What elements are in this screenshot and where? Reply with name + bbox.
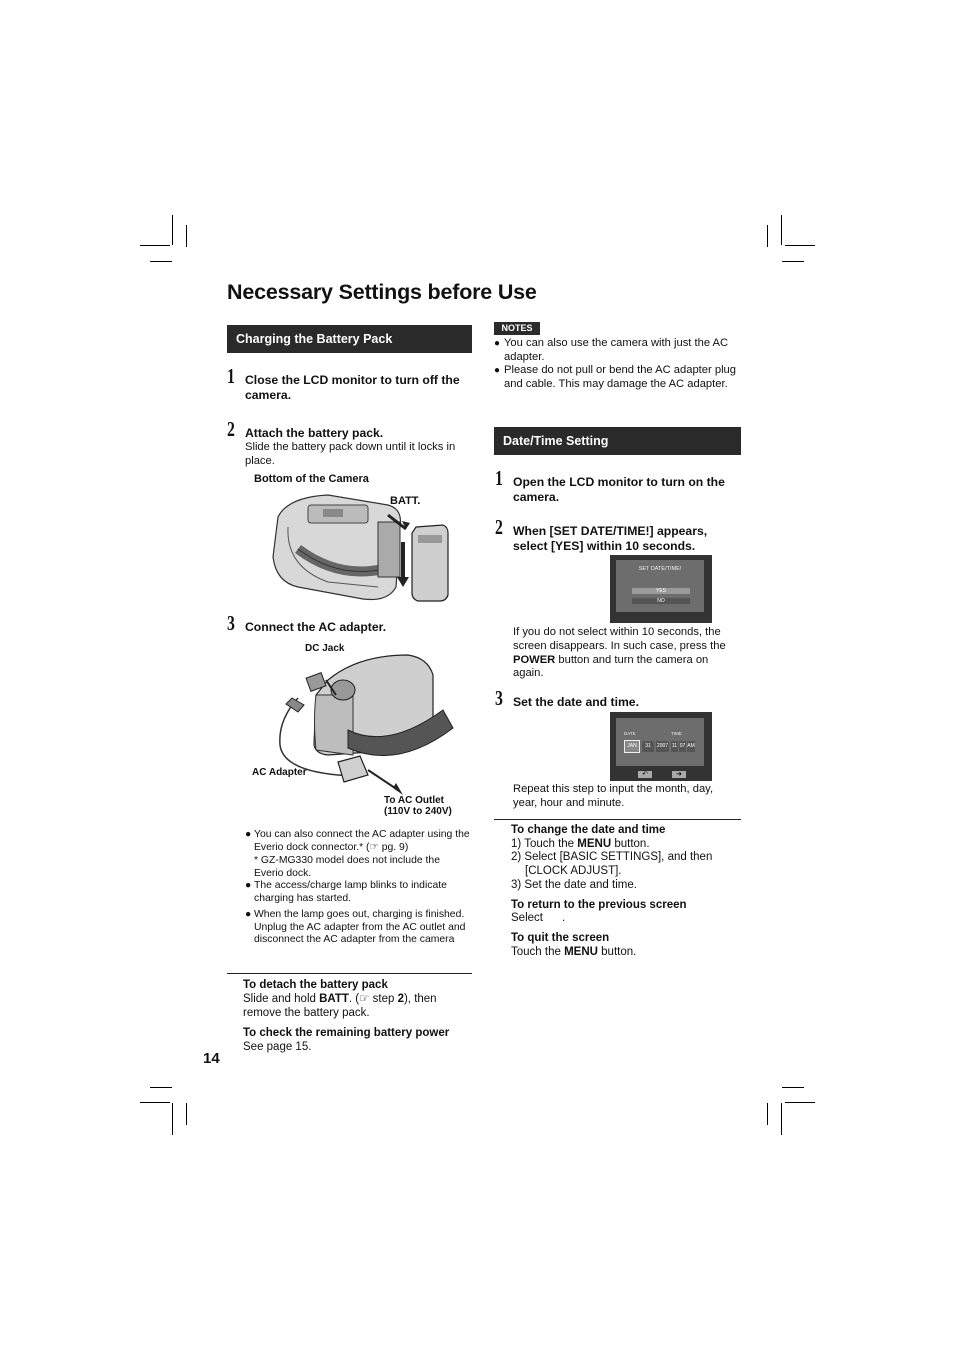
- lcd-yes-button[interactable]: YES: [632, 588, 690, 594]
- return-body: Select: [511, 912, 543, 924]
- lcd-title: SET DATE/TIME!: [638, 566, 682, 572]
- return-heading: To return to the previous screen: [511, 899, 687, 911]
- crop-mark: [767, 1103, 768, 1125]
- notes-label: NOTES: [494, 322, 540, 335]
- section-title-charging: Charging the Battery Pack: [227, 325, 472, 353]
- dc-jack-label: DC Jack: [305, 643, 345, 654]
- detach-body: Slide and hold BATT. (☞ step 2), then remove the battery pack.: [243, 993, 437, 1019]
- date-label: DATE: [624, 731, 636, 736]
- ac-adapter-illustration: [268, 650, 463, 800]
- divider: [227, 973, 472, 974]
- crop-mark: [781, 215, 782, 245]
- change-line-1: 1) Touch the MENU button.: [511, 838, 650, 850]
- section-title-datetime: Date/Time Setting: [494, 427, 741, 455]
- crop-mark: [782, 261, 804, 262]
- step-number: 1: [227, 364, 235, 388]
- step-body: Slide the battery pack down until it locks in place.: [245, 441, 456, 467]
- lcd-screen-date-time: [610, 712, 712, 781]
- step-number: 3: [227, 611, 235, 635]
- crop-mark: [767, 225, 768, 247]
- note-text: Please do not pull or bend the AC adapter plug and cable. This may damage the AC adapter.: [504, 364, 736, 390]
- step-heading: Connect the AC adapter.: [245, 620, 387, 634]
- ac-outlet-label-1: To AC Outlet: [384, 795, 444, 806]
- crop-mark: [785, 245, 815, 246]
- change-line-2: 2) Select [BASIC SETTINGS], and then: [511, 851, 713, 863]
- crop-mark: [172, 215, 173, 245]
- day-field[interactable]: 31: [642, 741, 654, 752]
- step-body: Repeat this step to input the month, day, year, hour and minute.: [513, 783, 714, 809]
- bullet-text: When the lamp goes out, charging is finished. Unplug the AC adapter from the AC outlet and disconnect the AC adapter from the camera: [254, 909, 466, 946]
- crop-mark: [140, 245, 170, 246]
- crop-mark: [782, 1087, 804, 1088]
- page-title: Necessary Settings before Use: [227, 280, 537, 304]
- return-body-period: .: [562, 912, 566, 924]
- change-heading: To change the date and time: [511, 824, 666, 836]
- bullet-dot: ●: [494, 365, 501, 376]
- bullet-dot: ●: [494, 338, 501, 349]
- bullet-text: The access/charge lamp blinks to indicate charging has started.: [254, 880, 447, 904]
- step-number: 1: [495, 466, 503, 490]
- page-number: 14: [203, 1050, 220, 1067]
- bullet-dot: ●: [245, 829, 252, 840]
- step-number: 2: [227, 417, 235, 441]
- crop-mark: [186, 225, 187, 247]
- crop-mark: [172, 1103, 173, 1135]
- step-text: Open the LCD monitor to turn on the camera.: [513, 475, 725, 504]
- crop-mark: [150, 261, 172, 262]
- next-arrow-icon[interactable]: ➜: [672, 771, 686, 778]
- step-text: When [SET DATE/TIME!] appears, select [YES] within 10 seconds.: [513, 524, 708, 553]
- lcd-panel: [616, 560, 704, 612]
- step-body: If you do not select within 10 seconds, the screen disappears. In such case, press the POWER button and turn the camera on again.: [513, 626, 726, 680]
- year-field[interactable]: 2007: [656, 741, 669, 752]
- change-line-3: 3) Set the date and time.: [511, 879, 637, 891]
- check-heading: To check the remaining battery power: [243, 1027, 450, 1039]
- change-line-2b: [CLOCK ADJUST].: [525, 865, 622, 877]
- step-heading: Attach the battery pack.: [245, 426, 384, 440]
- camera-battery-illustration: [268, 487, 458, 607]
- step-text: Close the LCD monitor to turn off the camera.: [245, 373, 460, 402]
- month-field[interactable]: JAN: [624, 740, 640, 753]
- step-number: 3: [495, 686, 503, 710]
- ac-outlet-label-2: (110V to 240V): [384, 806, 452, 817]
- crop-mark: [781, 1103, 782, 1135]
- ac-adapter-label: AC Adapter: [252, 767, 307, 778]
- bullet-dot: ●: [245, 880, 252, 891]
- crop-mark: [150, 1087, 172, 1088]
- lcd-panel: [616, 718, 704, 766]
- figure-caption: Bottom of the Camera: [254, 473, 369, 485]
- detach-heading: To detach the battery pack: [243, 979, 388, 991]
- check-body: See page 15.: [243, 1041, 312, 1053]
- minute-field[interactable]: 07: [679, 741, 686, 752]
- step-number: 2: [495, 515, 503, 539]
- crop-mark: [186, 1103, 187, 1125]
- hour-field[interactable]: 11: [671, 741, 678, 752]
- divider: [494, 819, 741, 820]
- crop-mark: [785, 1102, 815, 1103]
- footnote-text: * GZ-MG330 model does not include the Everio dock.: [254, 855, 440, 879]
- quit-heading: To quit the screen: [511, 932, 610, 944]
- batt-label: BATT.: [390, 495, 421, 507]
- step-text: Set the date and time.: [513, 695, 639, 709]
- time-label: TIME: [671, 731, 682, 736]
- note-text: You can also use the camera with just the AC adapter.: [504, 337, 729, 363]
- return-icon[interactable]: ↶: [638, 771, 652, 778]
- crop-mark: [140, 1102, 170, 1103]
- lcd-screen-set-datetime: [610, 555, 712, 623]
- lcd-no-button[interactable]: NO: [632, 598, 690, 604]
- ampm-field[interactable]: AM: [687, 741, 695, 752]
- bullet-dot: ●: [245, 909, 252, 920]
- quit-body: Touch the MENU button.: [511, 946, 637, 958]
- bullet-text: You can also connect the AC adapter using the Everio dock connector.* (☞ pg. 9): [254, 829, 470, 853]
